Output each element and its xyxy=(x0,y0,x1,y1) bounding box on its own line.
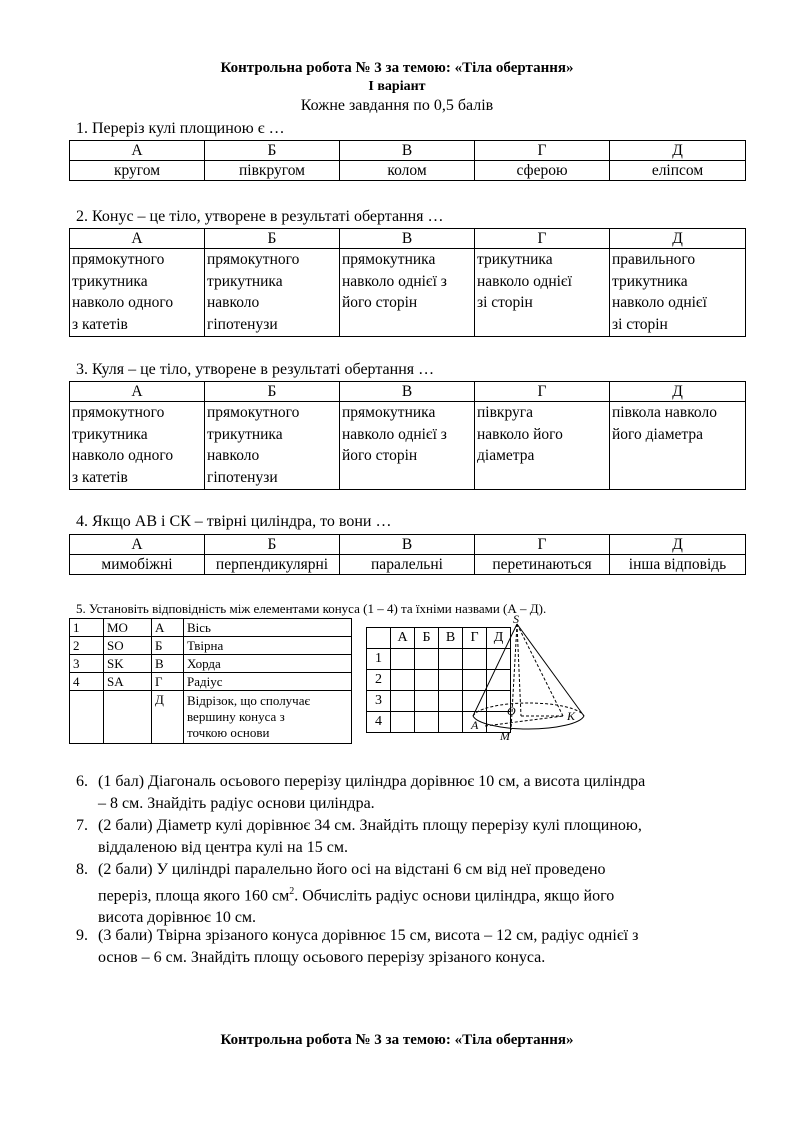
superscript: 2 xyxy=(289,886,295,897)
name-letter: Б xyxy=(152,637,184,655)
cone-left-generatrix xyxy=(473,624,517,716)
option-letter: Г xyxy=(475,141,610,161)
task-9 xyxy=(76,925,756,969)
label-o: O xyxy=(507,704,516,718)
answer-line: прямокутника xyxy=(342,251,436,268)
task-text: (2 бали) У циліндрі паралельно його осі на відстані 6 см від неї проведено xyxy=(98,861,606,878)
answer-cell: еліпсом xyxy=(610,161,746,181)
task-text: переріз, площа якого 160 см xyxy=(98,887,290,905)
answer-line: правильного xyxy=(612,251,696,268)
option-letter: Д xyxy=(610,535,746,555)
grid-cell[interactable] xyxy=(391,670,415,691)
variant-label: І варіант xyxy=(368,79,426,94)
answer-line: діаметра xyxy=(477,447,535,464)
answer-line: його сторін xyxy=(342,447,418,464)
grid-cell[interactable] xyxy=(415,712,439,733)
task-number: 8. xyxy=(76,861,88,878)
answer-line: прямокутника xyxy=(342,404,436,421)
element-name: Радіус xyxy=(184,673,352,691)
name-line: вершину конуса з xyxy=(187,709,285,724)
answer-line: півкруга xyxy=(477,404,533,421)
answer-line: півкола навколо xyxy=(612,404,717,421)
answer-cell: кругом xyxy=(70,161,205,181)
answer-cell xyxy=(205,402,340,490)
answer-line: з катетів xyxy=(72,468,128,486)
grid-cell[interactable] xyxy=(391,712,415,733)
answer-line: трикутника xyxy=(72,272,148,290)
task-text: (2 бали) Діаметр кулі дорівнює 34 см. Знайдіть площу перерізу кулі площиною, xyxy=(98,817,642,834)
answer-cell: перпендикулярні xyxy=(205,555,340,575)
answers-table-1 xyxy=(69,140,746,181)
base-chord xyxy=(485,716,563,726)
answers-table-2 xyxy=(69,228,746,337)
cone-axis xyxy=(517,624,521,716)
option-letter: В xyxy=(340,382,475,402)
element-segment: SA xyxy=(104,673,152,691)
element-number: 2 xyxy=(70,637,104,655)
answer-line: зі сторін xyxy=(477,294,533,311)
grid-col-letter: В xyxy=(439,628,463,649)
answer-cell: колом xyxy=(340,161,475,181)
task-text: (1 бал) Діагональ осьового перерізу циліндра дорівнює 10 см, а висота циліндра xyxy=(98,773,646,790)
task-text: основ – 6 см. Знайдіть площу осьового перерізу зрізаного конуса. xyxy=(98,949,546,966)
option-letter: В xyxy=(340,141,475,161)
option-letter: В xyxy=(340,229,475,249)
empty-cell xyxy=(104,691,152,744)
answer-line: прямокутного xyxy=(72,251,165,268)
grid-cell[interactable] xyxy=(391,649,415,670)
question-2: 2. Конус – це тіло, утворене в результаті обертання … xyxy=(76,208,444,225)
answers-table-4 xyxy=(69,534,746,575)
element-name xyxy=(184,691,352,744)
element-segment: MO xyxy=(104,619,152,637)
answer-line: навколо xyxy=(207,294,260,311)
segment-sk xyxy=(517,624,563,716)
answer-line: зі сторін xyxy=(612,315,668,333)
grid-cell[interactable] xyxy=(415,670,439,691)
answer-cell xyxy=(610,249,746,337)
answer-cell: паралельні xyxy=(340,555,475,575)
answers-table-3 xyxy=(69,381,746,490)
answer-cell xyxy=(610,402,746,490)
answer-line: навколо одного xyxy=(72,447,174,464)
element-segment: SK xyxy=(104,655,152,673)
cone-figure xyxy=(455,612,605,747)
option-letter: Г xyxy=(475,382,610,402)
option-letter: А xyxy=(70,229,205,249)
option-letter: А xyxy=(70,535,205,555)
answer-line: навколо однієї xyxy=(477,272,572,290)
name-letter: Г xyxy=(152,673,184,691)
element-name: Твірна xyxy=(184,637,352,655)
grid-row-number: 1 xyxy=(367,649,391,670)
element-name: Вісь xyxy=(184,619,352,637)
answer-cell xyxy=(70,249,205,337)
option-letter: Б xyxy=(205,229,340,249)
task-number: 9. xyxy=(76,927,88,944)
answer-cell xyxy=(475,402,610,490)
option-letter: Д xyxy=(610,141,746,161)
answer-cell xyxy=(205,249,340,337)
element-number: 4 xyxy=(70,673,104,691)
matching-table xyxy=(69,618,352,744)
task-text: – 8 см. Знайдіть радіус основи циліндра. xyxy=(98,795,375,812)
grid-row-number: 2 xyxy=(367,670,391,691)
answer-line: його діаметра xyxy=(612,425,703,443)
name-letter: Д xyxy=(152,691,184,744)
answer-line: гіпотенузи xyxy=(207,468,278,486)
answer-line: трикутника xyxy=(207,272,283,290)
option-letter: Г xyxy=(475,229,610,249)
task-text: (3 бали) Твірна зрізаного конуса дорівнює 15 см, висота – 12 см, радіус однієї з xyxy=(98,927,639,944)
answer-cell xyxy=(70,402,205,490)
answer-cell: сферою xyxy=(475,161,610,181)
answer-line: навколо однієї xyxy=(612,294,707,311)
label-s: S xyxy=(513,612,519,626)
label-a: A xyxy=(471,718,479,732)
task-6 xyxy=(76,771,756,815)
task-number: 6. xyxy=(76,773,88,790)
grid-col-letter: Г xyxy=(463,628,487,649)
answer-line: трикутника xyxy=(207,425,283,443)
answer-cell: перетинаються xyxy=(475,555,610,575)
option-letter: Г xyxy=(475,535,610,555)
answer-cell: півкругом xyxy=(205,161,340,181)
name-letter: А xyxy=(152,619,184,637)
element-segment: SO xyxy=(104,637,152,655)
answer-cell xyxy=(340,402,475,490)
answer-line: трикутника xyxy=(477,251,553,268)
answer-line: його сторін xyxy=(342,294,418,311)
grid-cell[interactable] xyxy=(415,649,439,670)
answer-line: трикутника xyxy=(72,425,148,443)
question-5: 5. Установіть відповідність між елементами конуса (1 – 4) та їхніми назвами (А – Д). xyxy=(76,601,547,616)
grid-col-letter: Б xyxy=(415,628,439,649)
question-4: 4. Якщо АВ і СК – твірні циліндра, то вони … xyxy=(76,513,392,530)
task-7 xyxy=(76,815,756,859)
page-title: Контрольна робота № 3 за темою: «Тіла обертання» xyxy=(220,60,574,76)
option-letter: Б xyxy=(205,141,340,161)
cone-right-generatrix xyxy=(517,624,584,716)
element-number: 3 xyxy=(70,655,104,673)
grid-cell[interactable] xyxy=(391,691,415,712)
answer-cell: мимобіжні xyxy=(70,555,205,575)
answer-cell: інша відповідь xyxy=(610,555,746,575)
answer-line: гіпотенузи xyxy=(207,315,278,333)
option-letter: Д xyxy=(610,229,746,249)
answer-line: навколо xyxy=(207,447,260,464)
option-letter: А xyxy=(70,382,205,402)
answer-line: навколо однієї з xyxy=(342,425,447,443)
answer-cell xyxy=(340,249,475,337)
option-letter: Б xyxy=(205,382,340,402)
task-text: віддаленою від центра кулі на 15 см. xyxy=(98,839,348,856)
name-line: Відрізок, що сполучає xyxy=(187,693,311,708)
answer-line: трикутника xyxy=(612,272,688,290)
answer-line: навколо одного xyxy=(72,294,174,311)
label-m: M xyxy=(500,729,510,743)
answer-line: прямокутного xyxy=(72,404,165,421)
option-letter: Д xyxy=(610,382,746,402)
element-name: Хорда xyxy=(184,655,352,673)
footer-title: Контрольна робота № 3 за темою: «Тіла обертання» xyxy=(220,1032,574,1048)
task-text: висота дорівнює 10 см. xyxy=(98,909,257,927)
points-note: Кожне завдання по 0,5 балів xyxy=(300,97,494,114)
label-k: K xyxy=(567,709,576,723)
grid-row-number: 3 xyxy=(367,691,391,712)
question-3: 3. Куля – це тіло, утворене в результаті обертання … xyxy=(76,361,435,378)
answer-line: навколо однієї з xyxy=(342,272,447,290)
answer-line: навколо його xyxy=(477,425,563,443)
name-line: точкою основи xyxy=(187,725,270,740)
option-letter: А xyxy=(70,141,205,161)
question-1: 1. Переріз кулі площиною є … xyxy=(76,120,285,137)
answer-line: прямокутного xyxy=(207,404,300,421)
grid-cell[interactable] xyxy=(415,691,439,712)
grid-corner xyxy=(367,628,391,649)
grid-row-number: 4 xyxy=(367,712,391,733)
option-letter: В xyxy=(340,535,475,555)
element-number: 1 xyxy=(70,619,104,637)
task-text: . Обчисліть радіус основи циліндра, якщо його xyxy=(294,887,615,905)
task-8 xyxy=(76,859,756,929)
grid-col-letter: А xyxy=(391,628,415,649)
option-letter: Б xyxy=(205,535,340,555)
name-letter: В xyxy=(152,655,184,673)
task-number: 7. xyxy=(76,817,88,834)
empty-cell xyxy=(70,691,104,744)
answer-line: з катетів xyxy=(72,315,128,333)
answer-line: прямокутного xyxy=(207,251,300,268)
answer-cell xyxy=(475,249,610,337)
grid-col-letter: Д xyxy=(487,628,511,649)
